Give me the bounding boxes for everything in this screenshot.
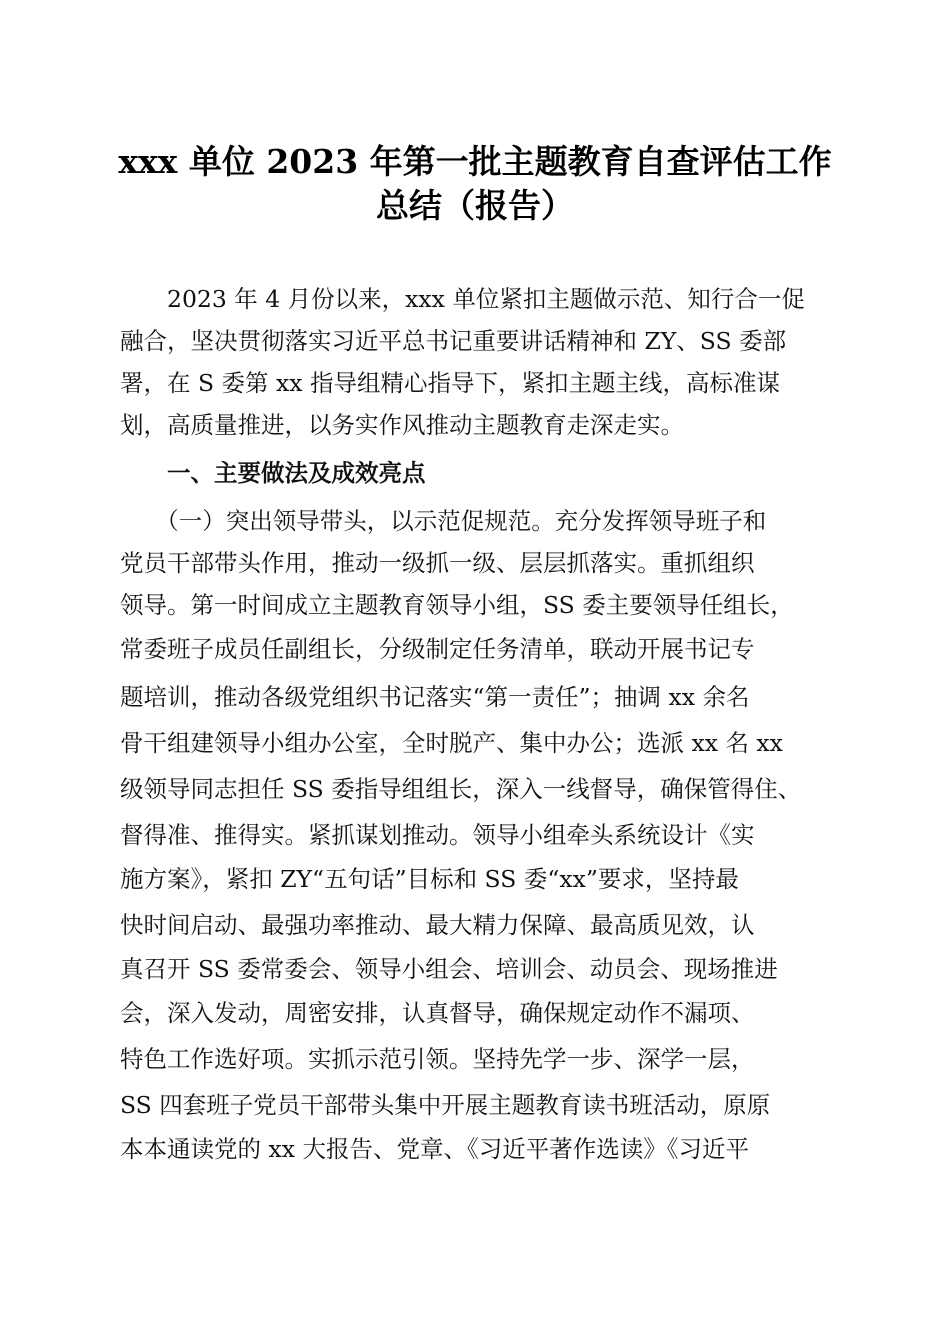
- body-line: 本本通读党的 xx 大报告、党章、《习近平著作选读》《习近平: [120, 1135, 749, 1163]
- body-line: SS 四套班子党员干部带头集中开展主题教育读书班活动，原原: [120, 1091, 771, 1119]
- body-line: 题培训，推动各级党组织书记落实“第一责任”；抽调 xx 余名: [120, 683, 750, 711]
- body-line: 领导。第一时间成立主题教育领导小组，SS 委主要领导任组长，: [120, 591, 794, 619]
- body-line: 党员干部带头作用，推动一级抓一级、层层抓落实。重抓组织: [120, 549, 755, 577]
- body-line: （一）突出领导带头，以示范促规范。充分发挥领导班子和: [120, 507, 767, 535]
- body-line: 融合，坚决贯彻落实习近平总书记重要讲话精神和 ZY、SS 委部: [120, 327, 787, 355]
- body-line: 骨干组建领导小组办公室，全时脱产、集中办公；选派 xx 名 xx: [120, 729, 783, 757]
- body-line: 级领导同志担任 SS 委指导组组长，深入一线督导，确保管得住、: [120, 775, 802, 803]
- body-line: 常委班子成员任副组长，分级制定任务清单，联动开展书记专: [120, 635, 755, 663]
- document-title-line-1: xxx 单位 2023 年第一批主题教育自查评估工作: [118, 142, 832, 181]
- body-line: 真召开 SS 委常委会、领导小组会、培训会、动员会、现场推进: [120, 955, 778, 983]
- body-line: 署，在 S 委第 xx 指导组精心指导下，紧扣主题主线，高标准谋: [120, 369, 780, 397]
- body-line: 会，深入发动，周密安排，认真督导，确保规定动作不漏项、: [120, 999, 755, 1027]
- body-line: 特色工作选好项。实抓示范引领。坚持先学一步、深学一层，: [120, 1045, 755, 1073]
- section-heading: 一、主要做法及成效亮点: [120, 459, 426, 487]
- body-line: 督得准、推得实。紧抓谋划推动。领导小组牵头系统设计《实: [120, 821, 755, 849]
- document-title-line-2: 总结（报告）: [376, 186, 574, 225]
- body-line: 快时间启动、最强功率推动、最大精力保障、最高质见效，认: [120, 911, 755, 939]
- body-line: 施方案》，紧扣 ZY“五句话”目标和 SS 委“xx”要求，坚持最: [120, 865, 739, 893]
- body-line: 划，高质量推进，以务实作风推动主题教育走深走实。: [120, 411, 684, 439]
- body-line: 2023 年 4 月份以来，xxx 单位紧扣主题做示范、知行合一促: [120, 285, 805, 313]
